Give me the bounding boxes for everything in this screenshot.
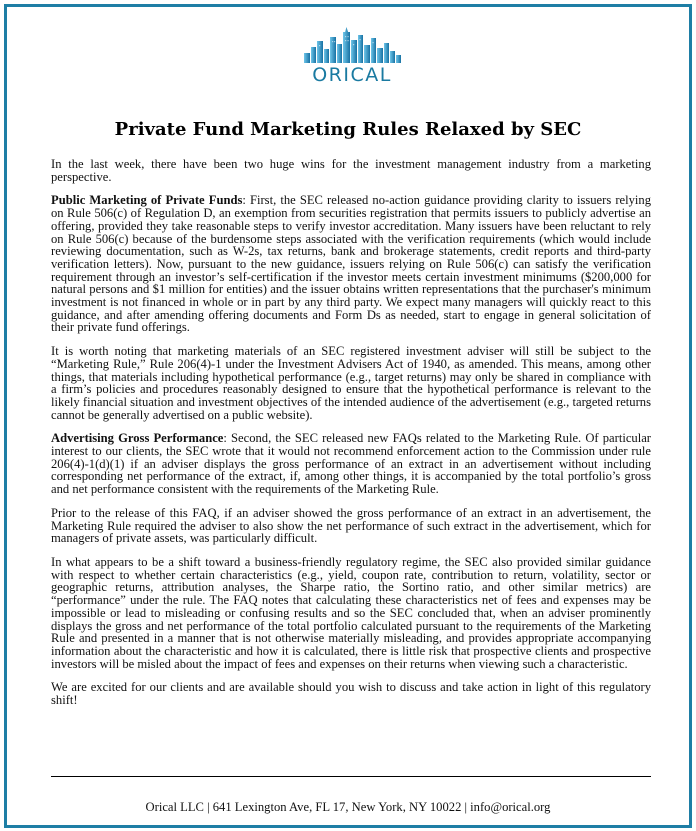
page-title: Private Fund Marketing Rules Relaxed by SEC xyxy=(114,119,582,140)
paragraph-intro xyxy=(51,158,651,183)
paragraph-heading: Advertising Gross Performance xyxy=(51,431,224,446)
paragraph-marketing-rule-note xyxy=(51,345,651,421)
document-page xyxy=(4,4,692,828)
paragraph-text: : Second, the SEC released new FAQs related to the Marketing Rule. Of particular interest to our clients, the SEC wrote that it would not recommend enforcement action to the Commission under rule 206(4)-1(d)(1) if an adviser displays the gross performance of an extract in an advertisement without including corresponding net performance of the extract, if, among other things, it is accompanied by the total portfolio’s gross and net performance consistent with the requirements of the Marketing Rule. xyxy=(51,431,651,497)
paragraph-closing xyxy=(51,681,651,706)
article-body xyxy=(51,158,651,718)
city-skyline-icon xyxy=(302,27,402,63)
paragraph-prior-to-faq xyxy=(51,507,651,545)
paragraph-text: It is worth noting that marketing materials of an SEC registered investment adviser will still be subject to the “Marketing Rule,” Rule 206(4)-1 under the Investment Advisers Act of 1940, as amended. This means, among other things, that materials including hypothetical performance (e.g., target returns) may only be shared in compliance with a firm’s policies and procedures reasonably designed to ensure that the hypothetical performance is relevant to the likely financial situation and investment objectives of the intended audience of the advertisement (e.g., targeted returns cannot be generally advertised on a public website). xyxy=(51,344,651,422)
paragraph-heading: Public Marketing of Private Funds xyxy=(51,193,243,208)
orical-logo xyxy=(302,27,402,87)
paragraph-text: : First, the SEC released no-action guidance providing clarity to issuers relying on Rule 506(c) of Regulation D, an exemption from securities registration that permits issuers to publicly advertise an offering, provided they take reasonable steps to verify investor accreditation. Many issuers have been reluctant to rely on Rule 506(c) because of the burdensome steps associated with the verification requirements (which would include reviewing documentation, such as W-2s, tax returns, bank and brokerage statements, credit reports and third-party verification letters). Now, pursuant to the new guidance, issuers relying on Rule 506(c) can satisfy the verification requirement through an investor’s self-certification if the investor meets certain investment minimums ($200,000 for natural persons and $1 million for entities) and the issuer obtains written representations that the purchaser's minimum investment is not financed in whole or in part by any third party. We expect many managers will quickly react to this guidance, and after amending offering documents and Form Ds as needed, start to engage in general solicitation of their private fund offerings. xyxy=(51,193,652,335)
paragraph-public-marketing xyxy=(51,194,651,334)
paragraph-gross-performance xyxy=(51,432,651,496)
footer-divider xyxy=(51,776,651,777)
paragraph-text: Prior to the release of this FAQ, if an adviser showed the gross performance of an extract in an advertisement, the Marketing Rule required the adviser to also show the net performance of such extract in the advertisement, which for managers of private assets, was particularly difficult. xyxy=(51,505,651,546)
paragraph-text: In the last week, there have been two huge wins for the investment management industry from a marketing perspective. xyxy=(51,157,651,184)
footer-contact: Orical LLC | 641 Lexington Ave, FL 17, New York, NY 10022 | info@orical.org xyxy=(145,800,551,814)
paragraph-characteristics xyxy=(51,556,651,670)
paragraph-text: In what appears to be a shift toward a business-friendly regulatory regime, the SEC also provided similar guidance with respect to whether certain characteristics (e.g., yield, coupon rate, contribution to return, volatility, sector or geographic returns, attribution analyses, the Sharpe ratio, the Sortino ratio, and other similar metrics) are “performance” under the rule. The FAQ notes that calculating these characteristics net of fees and expenses may be impossible or lead to misleading or confusing results and so the SEC concluded that, when an adviser prominently displays the gross and net performance of the total portfolio calculated pursuant to the requirements of the Marketing Rule and presented in a manner that is not otherwise materially misleading, and provides appropriate accompanying information about the characteristic and how it is calculated, there is little risk that prospective clients and prospective investors will be misled about the impact of fees and expenses on their returns when viewing such a characteristic. xyxy=(51,554,651,671)
paragraph-text: We are excited for our clients and are available should you wish to discuss and take action in light of this regulatory shift! xyxy=(51,680,651,708)
brand-name: ORICAL xyxy=(312,64,392,86)
